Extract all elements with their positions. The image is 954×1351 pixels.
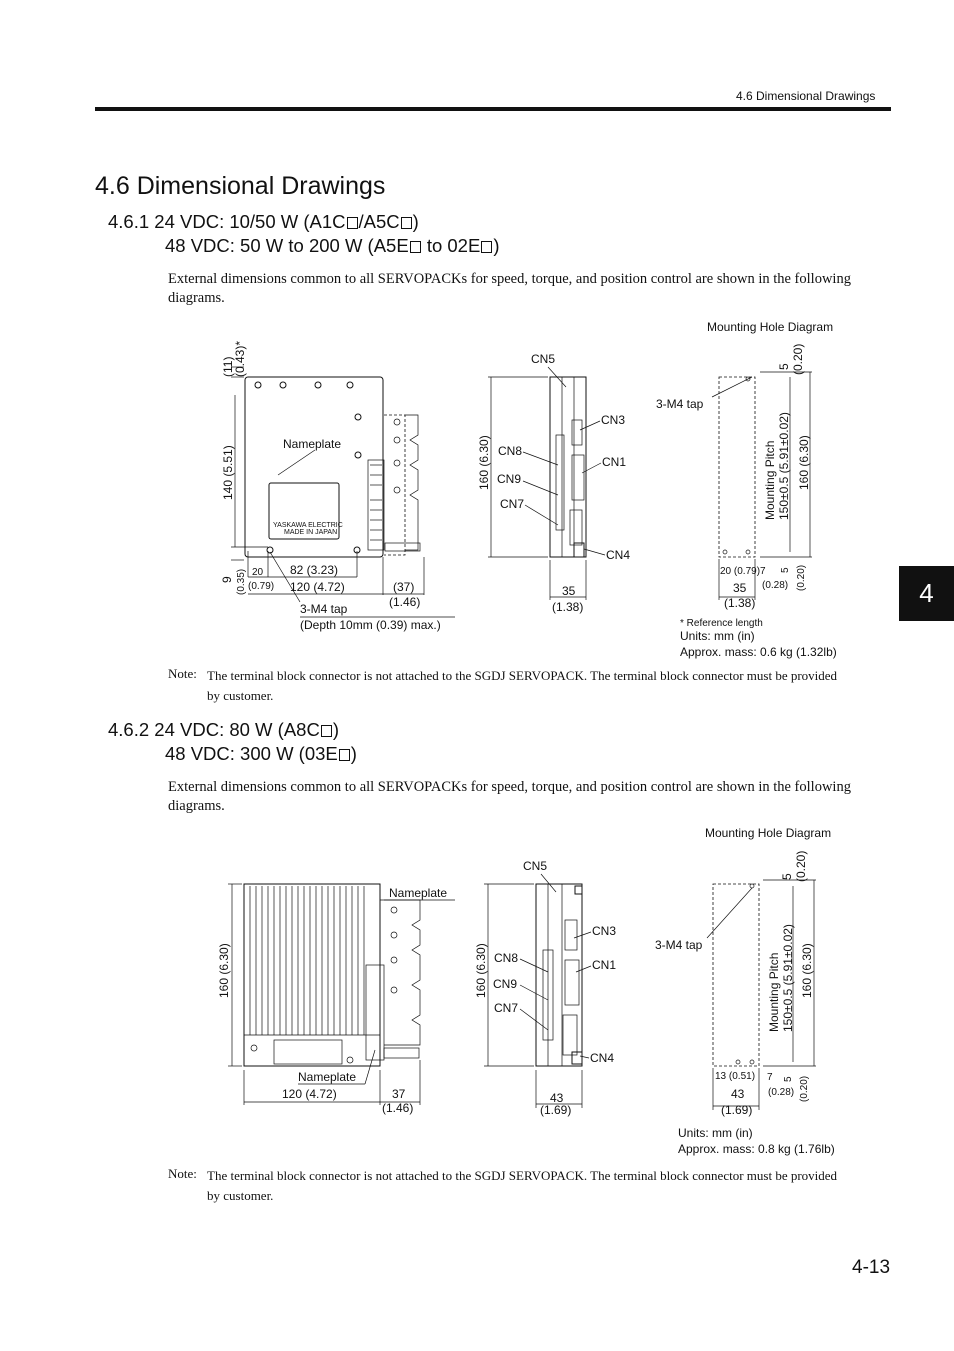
cn8-label: CN8	[498, 444, 523, 458]
cn1-label: CN1	[602, 455, 627, 469]
cn9-label-2: CN9	[493, 977, 518, 991]
s1-line2-text-c: )	[493, 235, 500, 256]
depth-label: (Depth 10mm (0.39) max.)	[300, 618, 441, 632]
mh-tap-label: 3-M4 tap	[656, 397, 704, 411]
s2-note-label: Note:	[168, 1166, 197, 1181]
mh-7-2: 7	[767, 1072, 773, 1083]
tap-label: 3-M4 tap	[300, 602, 348, 616]
s2-line2-text-a: 48 VDC: 300 W (03E	[165, 743, 338, 764]
placeholder-box-icon	[481, 241, 492, 253]
mh-7: 7	[760, 566, 766, 577]
dim-37: (37)	[393, 580, 415, 594]
units-label-2: Units: mm (in)	[678, 1126, 753, 1140]
mh-bottom-5: 5	[780, 567, 791, 573]
mh-top-020: (0.20)	[791, 343, 805, 375]
dim-top-in: (0.43)*	[233, 340, 247, 377]
mh-pitch-label: Mounting Pitch	[763, 440, 777, 520]
cn1-label-2: CN1	[592, 958, 617, 972]
side-height-2: 160 (6.30)	[474, 943, 488, 998]
cn3-label-2: CN3	[592, 924, 617, 938]
cn4-label-2: CN4	[590, 1051, 615, 1065]
dim-height-2: 160 (6.30)	[217, 943, 231, 998]
placeholder-box-icon	[347, 217, 358, 229]
s2-line1-text-c: )	[332, 719, 339, 740]
dim-079: (0.79)	[248, 581, 275, 592]
mh-width-in: (1.38)	[724, 596, 756, 610]
mounting-title: Mounting Hole Diagram	[707, 320, 834, 334]
s1-note-label: Note:	[168, 666, 197, 681]
s2-note-text: The terminal block connector is not attached to the SGDJ SERVOPACK. The terminal block connector must be provided by customer.	[207, 1168, 838, 1203]
units-label: Units: mm (in)	[680, 629, 755, 643]
placeholder-box-icon	[410, 241, 421, 253]
side-width: 35	[562, 584, 576, 598]
dim-120-2: 120 (4.72)	[282, 1087, 337, 1101]
mh-pitch-label-2: Mounting Pitch	[767, 952, 781, 1032]
dim-37-2: 37	[392, 1087, 406, 1101]
s2-intro-paragraph: External dimensions common to all SERVOPACKs for speed, torque, and position control are shown in the following diagrams.	[168, 779, 851, 814]
dim-82: 82 (3.23)	[290, 563, 339, 577]
subsection-title-2-line2	[165, 743, 357, 765]
s1-line1-text-a: 4.6.1 24 VDC: 10/50 W (A1C	[108, 211, 346, 232]
side-width-in-2: (1.69)	[540, 1103, 572, 1117]
dim-bottom-in: (0.35)	[236, 568, 247, 595]
mh-top-020-2: (0.20)	[794, 850, 808, 882]
mh-pitch-value: 150±0.5 (5.91±0.02)	[777, 412, 791, 520]
header-rule	[95, 107, 891, 111]
cn9-label: CN9	[497, 472, 522, 486]
chapter-tab-number: 4	[919, 578, 934, 608]
s2-line1-text-a: 4.6.2 24 VDC: 80 W (A8C	[108, 719, 320, 740]
s1-line1-text-b: /A5C	[358, 211, 400, 232]
dim-146-2: (1.46)	[382, 1101, 414, 1115]
cn5-label-2: CN5	[523, 859, 548, 873]
cn3-label: CN3	[601, 413, 626, 427]
dim-120: 120 (4.72)	[290, 580, 345, 594]
mh-028-2: (0.28)	[768, 1087, 795, 1098]
s1-intro-paragraph: External dimensions common to all SERVOPACKs for speed, torque, and position control are shown in the following diagrams.	[168, 271, 851, 306]
mh-top-5: 5	[777, 363, 791, 370]
subsection-title-1-line2	[165, 235, 500, 257]
dim-bottom-mm: 9	[220, 576, 234, 583]
placeholder-box-icon	[321, 725, 332, 737]
mounting-hole-diagram-2	[655, 826, 835, 1156]
subsection-title-1-line1	[108, 211, 419, 233]
front-view-1	[220, 341, 455, 632]
mh-height-2: 160 (6.30)	[800, 943, 814, 998]
maker-label: YASKAWA ELECTRIC	[273, 522, 343, 529]
mh-bottom-020: (0.20)	[796, 564, 807, 591]
cn7-label: CN7	[500, 497, 525, 511]
mh-bottom-5-2: 5	[783, 1076, 794, 1082]
s1-line2-text-a: 48 VDC: 50 W to 200 W (A5E	[165, 235, 409, 256]
mounting-hole-diagram-1	[656, 320, 837, 659]
mh-tap-label-2: 3-M4 tap	[655, 938, 703, 952]
mh-width-2: 43	[731, 1087, 745, 1101]
mh-20: 20 (0.79)	[720, 566, 761, 577]
cn7-label-2: CN7	[494, 1001, 519, 1015]
mass-label-2: Approx. mass: 0.8 kg (1.76lb)	[678, 1142, 835, 1156]
nameplate-label: Nameplate	[283, 437, 342, 451]
side-width-2: 43	[550, 1091, 564, 1105]
mh-13: 13 (0.51)	[715, 1071, 756, 1082]
mh-bottom-020-2: (0.20)	[799, 1075, 810, 1102]
mh-width-in-2: (1.69)	[721, 1103, 753, 1117]
s1-note-text: The terminal block connector is not attached to the SGDJ SERVOPACK. The terminal block connector must be provided by customer.	[207, 668, 838, 703]
subsection-title-2-line1	[108, 719, 339, 741]
side-width-in: (1.38)	[552, 600, 584, 614]
s1-line1-text-c: )	[412, 211, 419, 232]
dim-146: (1.46)	[389, 595, 421, 609]
running-header: 4.6 Dimensional Drawings	[736, 89, 876, 103]
dim-top-mm: (11)	[221, 356, 235, 377]
nameplate-bottom-label: Nameplate	[298, 1070, 357, 1084]
side-height: 160 (6.30)	[477, 435, 491, 490]
section-title: 4.6 Dimensional Drawings	[95, 172, 386, 200]
page-number: 4-13	[852, 1257, 891, 1278]
cn8-label-2: CN8	[494, 951, 519, 965]
mounting-title-2: Mounting Hole Diagram	[705, 826, 832, 840]
mh-top-5-2: 5	[780, 873, 794, 880]
made-label: MADE IN JAPAN	[284, 529, 338, 536]
mh-pitch-value-2: 150±0.5 (5.91±0.02)	[781, 924, 795, 1032]
nameplate-top-label: Nameplate	[389, 886, 448, 900]
cn4-label: CN4	[606, 548, 631, 562]
dim-height: 140 (5.51)	[221, 445, 235, 500]
dimensional-drawing-2	[0, 820, 954, 1165]
front-view-2	[217, 884, 455, 1115]
dimensional-drawing-1	[0, 315, 954, 665]
side-view-1	[477, 352, 630, 614]
s1-line2-text-b: to 02E	[421, 235, 481, 256]
side-view-2	[474, 859, 616, 1117]
mh-width: 35	[733, 581, 747, 595]
mh-028: (0.28)	[762, 580, 789, 591]
mass-label: Approx. mass: 0.6 kg (1.32lb)	[680, 645, 837, 659]
mh-height: 160 (6.30)	[797, 435, 811, 490]
placeholder-box-icon	[339, 749, 350, 761]
cn5-label: CN5	[531, 352, 556, 366]
reference-length-note: * Reference length	[680, 618, 763, 629]
dim-20: 20	[252, 567, 264, 578]
placeholder-box-icon	[401, 217, 412, 229]
s2-line2-text-c: )	[350, 743, 357, 764]
